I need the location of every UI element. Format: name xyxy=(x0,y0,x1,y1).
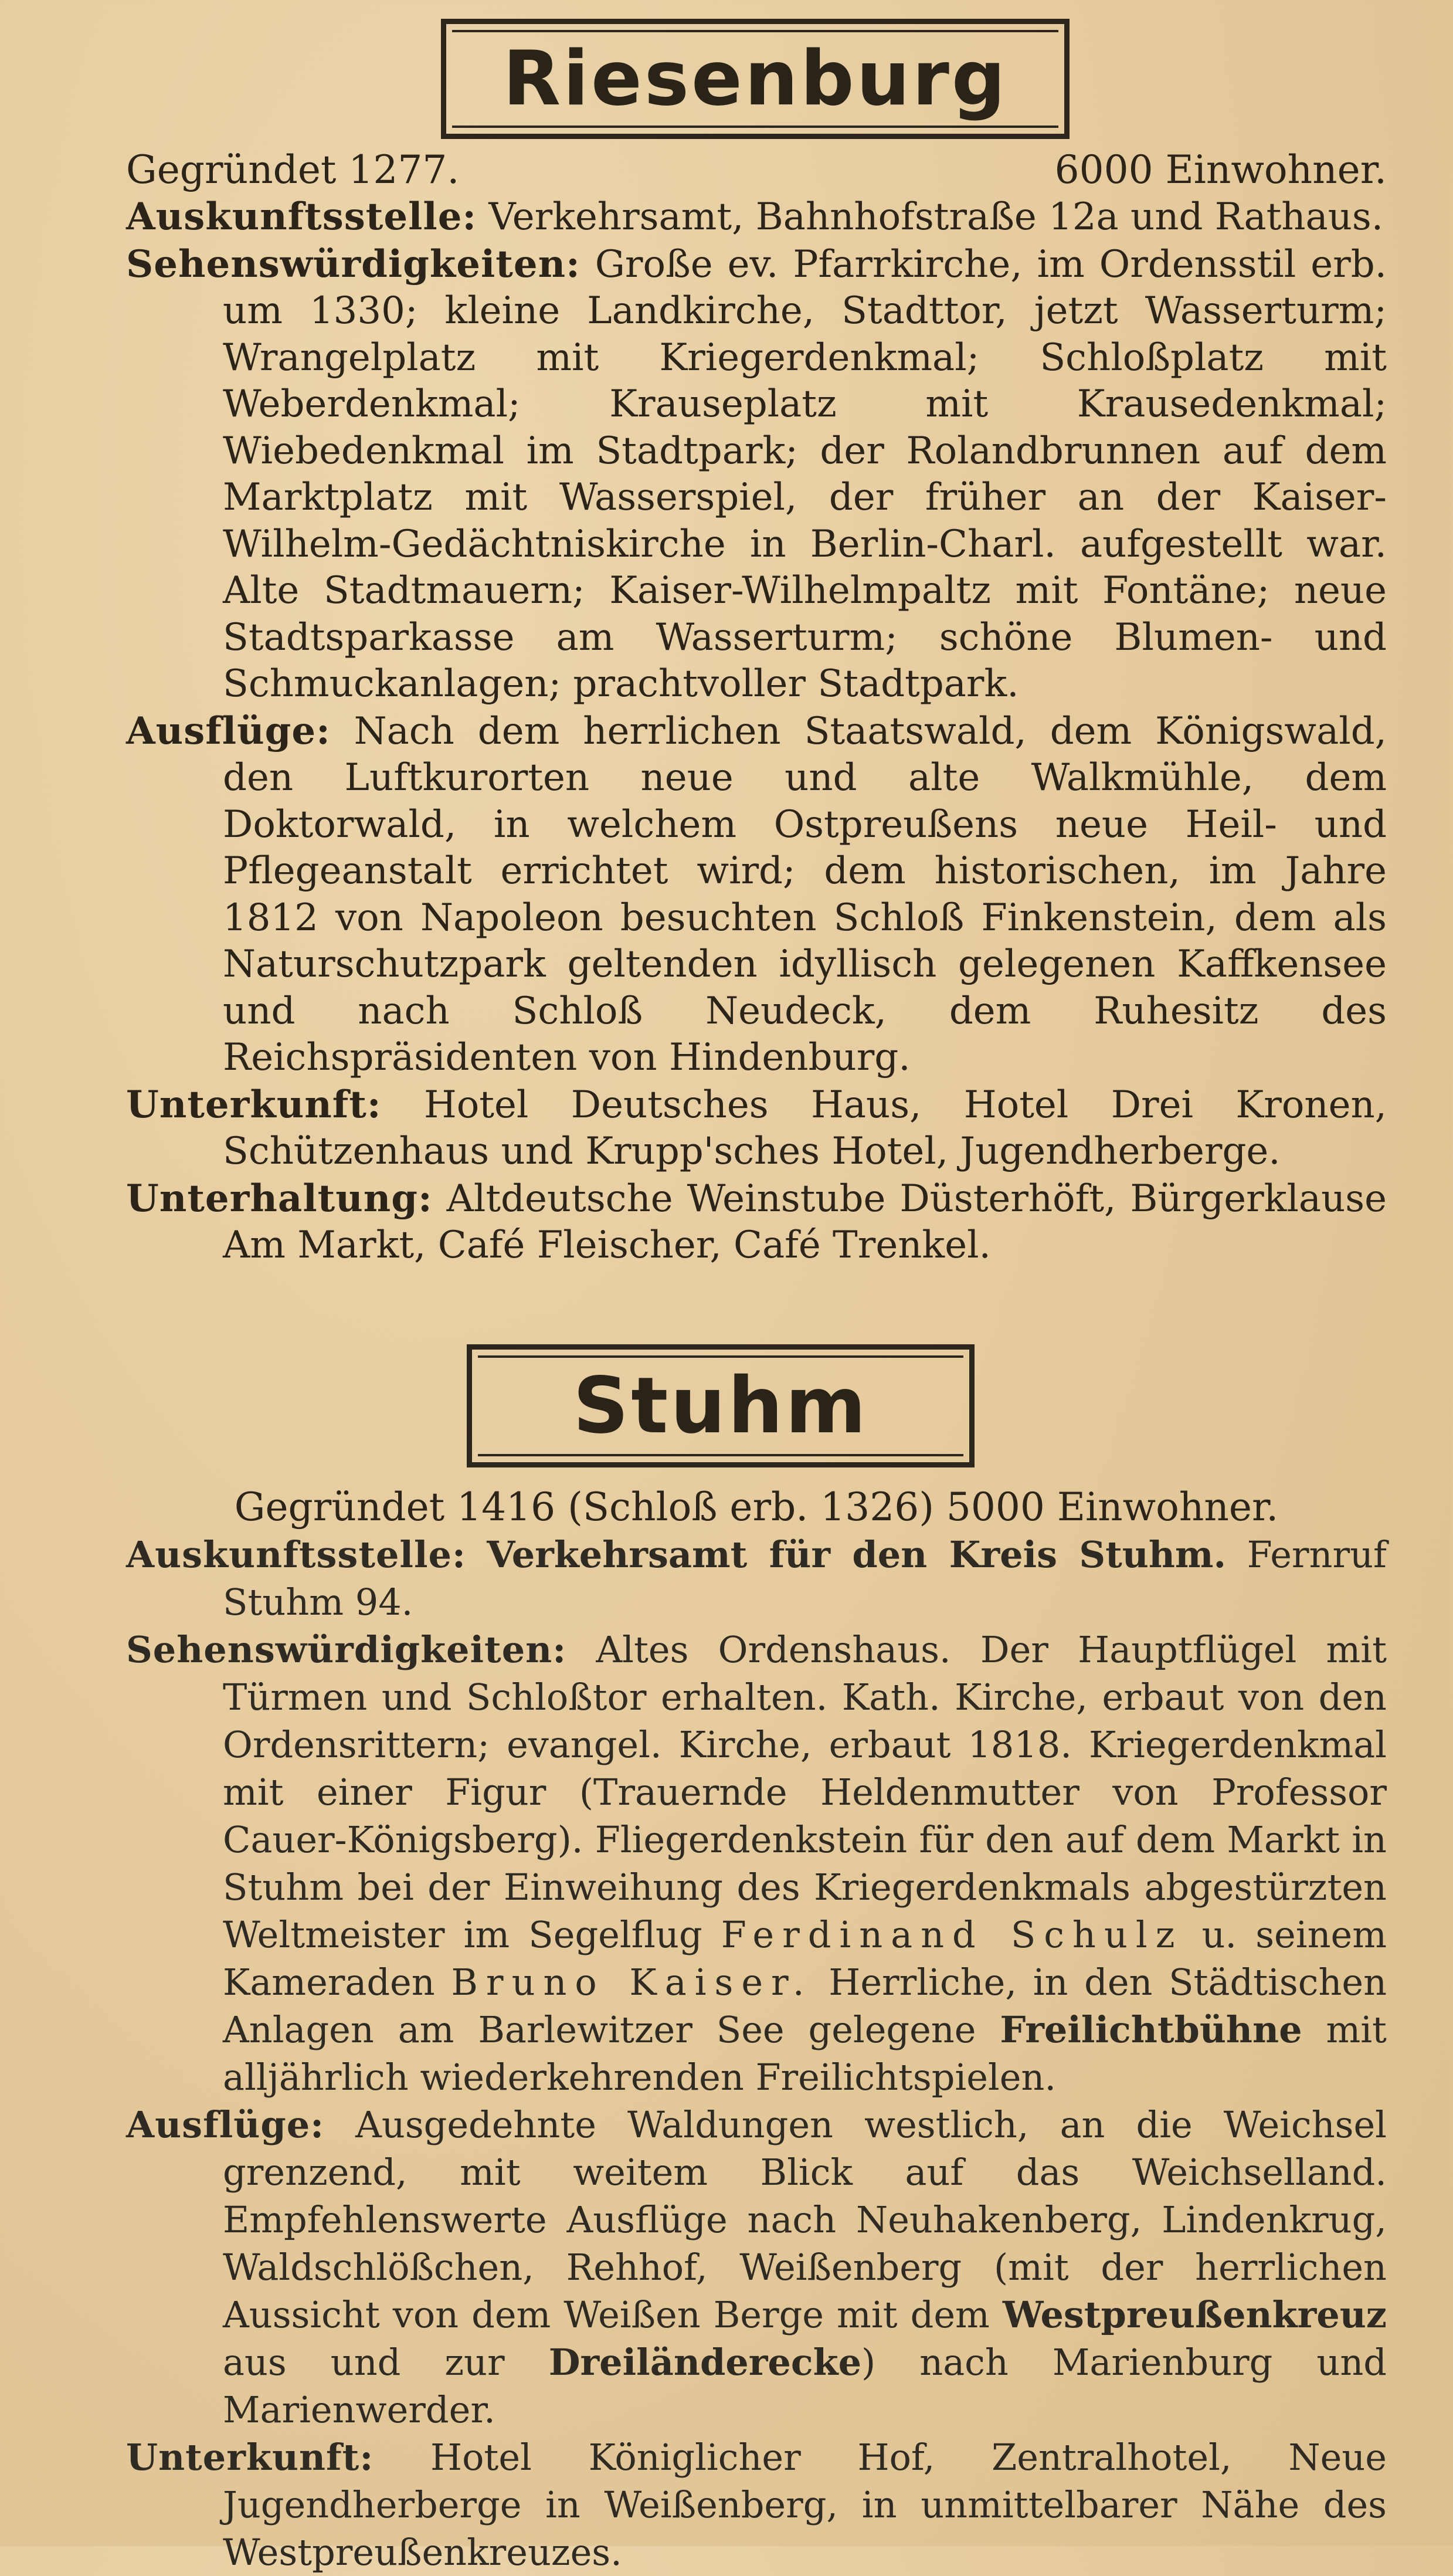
entry-text: Altes Ordenshaus. Der Hauptflügel mit Türmen und Schloßtor erhalten. Kath. Kirche, erbaut von den Ordensrittern; evangel. Kirche, erbaut 1818. Kriegerdenkmal mit einer Figur (Trauernde Heldenmutter von Professor Cauer-Königsberg). Fliegerdenkstein für den auf dem Markt in Stuhm bei der Einweihung des Kriegerdenkmals abgestürzten Weltmeister im Segelflug xyxy=(223,1628,1387,1956)
stuhm-founded: Gegründet 1416 (Schloß erb. 1326) 5000 Einwohner. xyxy=(234,1484,1279,1530)
entry-text: Nach dem herrlichen Staatswald, dem Königswald, den Luftkurorten neue und alte Walkmühle, dem Doktorwald, in welchem Ostpreußens neue Heil- und Pflegeanstalt errichtet wird; dem historischen, im Jahre 1812 von Napoleon besuchten Schloß Finkenstein, dem als Naturschutzpark geltenden idyllisch gelegenen Kaffkensee und nach Schloß Neudeck, dem Ruhesitz des Reichspräsidenten von Hindenburg. xyxy=(223,709,1387,1079)
entry-label: Unterhaltung: xyxy=(126,1176,433,1221)
entry-text: Altdeutsche Weinstube Düsterhöft, Bürgerklause Am Markt, Café Fleischer, Café Trenkel. xyxy=(223,1177,1387,1267)
riesenburg-ausfluege xyxy=(126,708,1387,1082)
entry-text-bold: Verkehrsamt für den Kreis Stuhm. xyxy=(487,1533,1227,1576)
stuhm-title: Stuhm xyxy=(573,1361,868,1451)
stuhm-sehenswuerdigkeiten xyxy=(126,1626,1387,2101)
entry-text: u. seinem Kameraden xyxy=(223,1913,1387,2004)
riesenburg-population: 6000 Einwohner. xyxy=(1054,147,1387,192)
riesenburg-title-frame xyxy=(441,19,1070,139)
entry-text: Hotel Deutsches Haus, Hotel Drei Kronen, Schützenhaus und Krupp'sches Hotel, Jugendherberge. xyxy=(223,1083,1387,1173)
entry-text-bold: Freilichtbühne xyxy=(1000,2008,1302,2051)
entry-text: Hotel Königlicher Hof, Zentralhotel, Neue Jugendherberge in Weißenberg, in unmittelbarer Nähe des Westpreußenkreuzes. xyxy=(223,2436,1387,2574)
riesenburg-unterhaltung xyxy=(126,1175,1387,1269)
stuhm-title-frame xyxy=(467,1344,975,1467)
entry-text: Ausgedehnte Waldungen westlich, an die Weichsel grenzend, mit weitem Blick auf das Weichselland. Empfehlenswerte Ausflüge nach Neuhakenberg, Lindenkrug, Waldschlößchen, Rehhof, Weißenberg (mit der herrlichen Aussicht von dem Weißen Berge mit dem xyxy=(223,2103,1387,2336)
entry-text: Verkehrsamt, Bahnhofstraße 12a und Rathaus. xyxy=(488,195,1384,239)
entry-label: Ausflüge: xyxy=(126,709,331,753)
riesenburg-unterkunft xyxy=(126,1082,1387,1175)
riesenburg-section xyxy=(126,147,1387,1269)
entry-text: Herrliche, in den Städtischen Anlagen am Barlewitzer See gelegene xyxy=(223,1961,1387,2051)
stuhm-auskunft xyxy=(126,1531,1387,1626)
entry-label: Unterkunft: xyxy=(126,1082,382,1127)
entry-text: Große ev. Pfarrkirche, im Ordensstil erb. um 1330; kleine Landkirche, Stadttor, jetzt Wasserturm; Wrangelplatz mit Kriegerdenkmal; Schloßplatz mit Weberdenkmal; Krauseplatz mit Krausedenkmal; Wiebedenkmal im Stadtpark; der Rolandbrunnen auf dem Marktplatz mit Wasserspiel, der früher an der Kaiser-Wilhelm-Gedächtniskirche in Berlin-Charl. aufgestellt war. Alte Stadtmauern; Kaiser-Wilhelmpaltz mit Fontäne; neue Stadtsparkasse am Wasserturm; schöne Blumen- und Schmuckanlagen; prachtvoller Stadtpark. xyxy=(223,242,1387,706)
riesenburg-meta xyxy=(126,147,1387,194)
entry-text: aus und zur xyxy=(223,2341,505,2384)
riesenburg-title: Riesenburg xyxy=(503,35,1008,123)
entry-text: ) nach Marienburg und Marienwerder. xyxy=(223,2341,1387,2431)
stuhm-ausfluege xyxy=(126,2101,1387,2433)
entry-label: Sehenswürdigkeiten: xyxy=(126,1628,567,1671)
entry-label: Sehenswürdigkeiten: xyxy=(126,242,580,286)
entry-text: Fernruf Stuhm 94. xyxy=(223,1533,1387,1623)
stuhm-unterkunft xyxy=(126,2433,1387,2576)
entry-label: Auskunftsstelle: xyxy=(126,1533,466,1576)
entry-text-bold: Westpreußenkreuz xyxy=(1002,2293,1387,2336)
person-name: Ferdinand Schulz xyxy=(721,1913,1183,1956)
entry-label: Auskunftsstelle: xyxy=(126,195,477,239)
stuhm-meta xyxy=(126,1484,1387,1531)
entry-text-bold: Dreiländerecke xyxy=(548,2341,862,2384)
entry-text: mit alljährlich wiederkehrenden Freilichtspielen. xyxy=(223,2008,1387,2099)
riesenburg-founded: Gegründet 1277. xyxy=(126,147,460,192)
entry-label: Ausflüge: xyxy=(126,2103,325,2146)
person-name: Bruno Kaiser. xyxy=(451,1961,813,2004)
riesenburg-sehenswuerdigkeiten xyxy=(126,241,1387,708)
stuhm-section xyxy=(126,1484,1387,2576)
entry-label: Unterkunft: xyxy=(126,2436,374,2479)
riesenburg-auskunft xyxy=(126,194,1387,241)
